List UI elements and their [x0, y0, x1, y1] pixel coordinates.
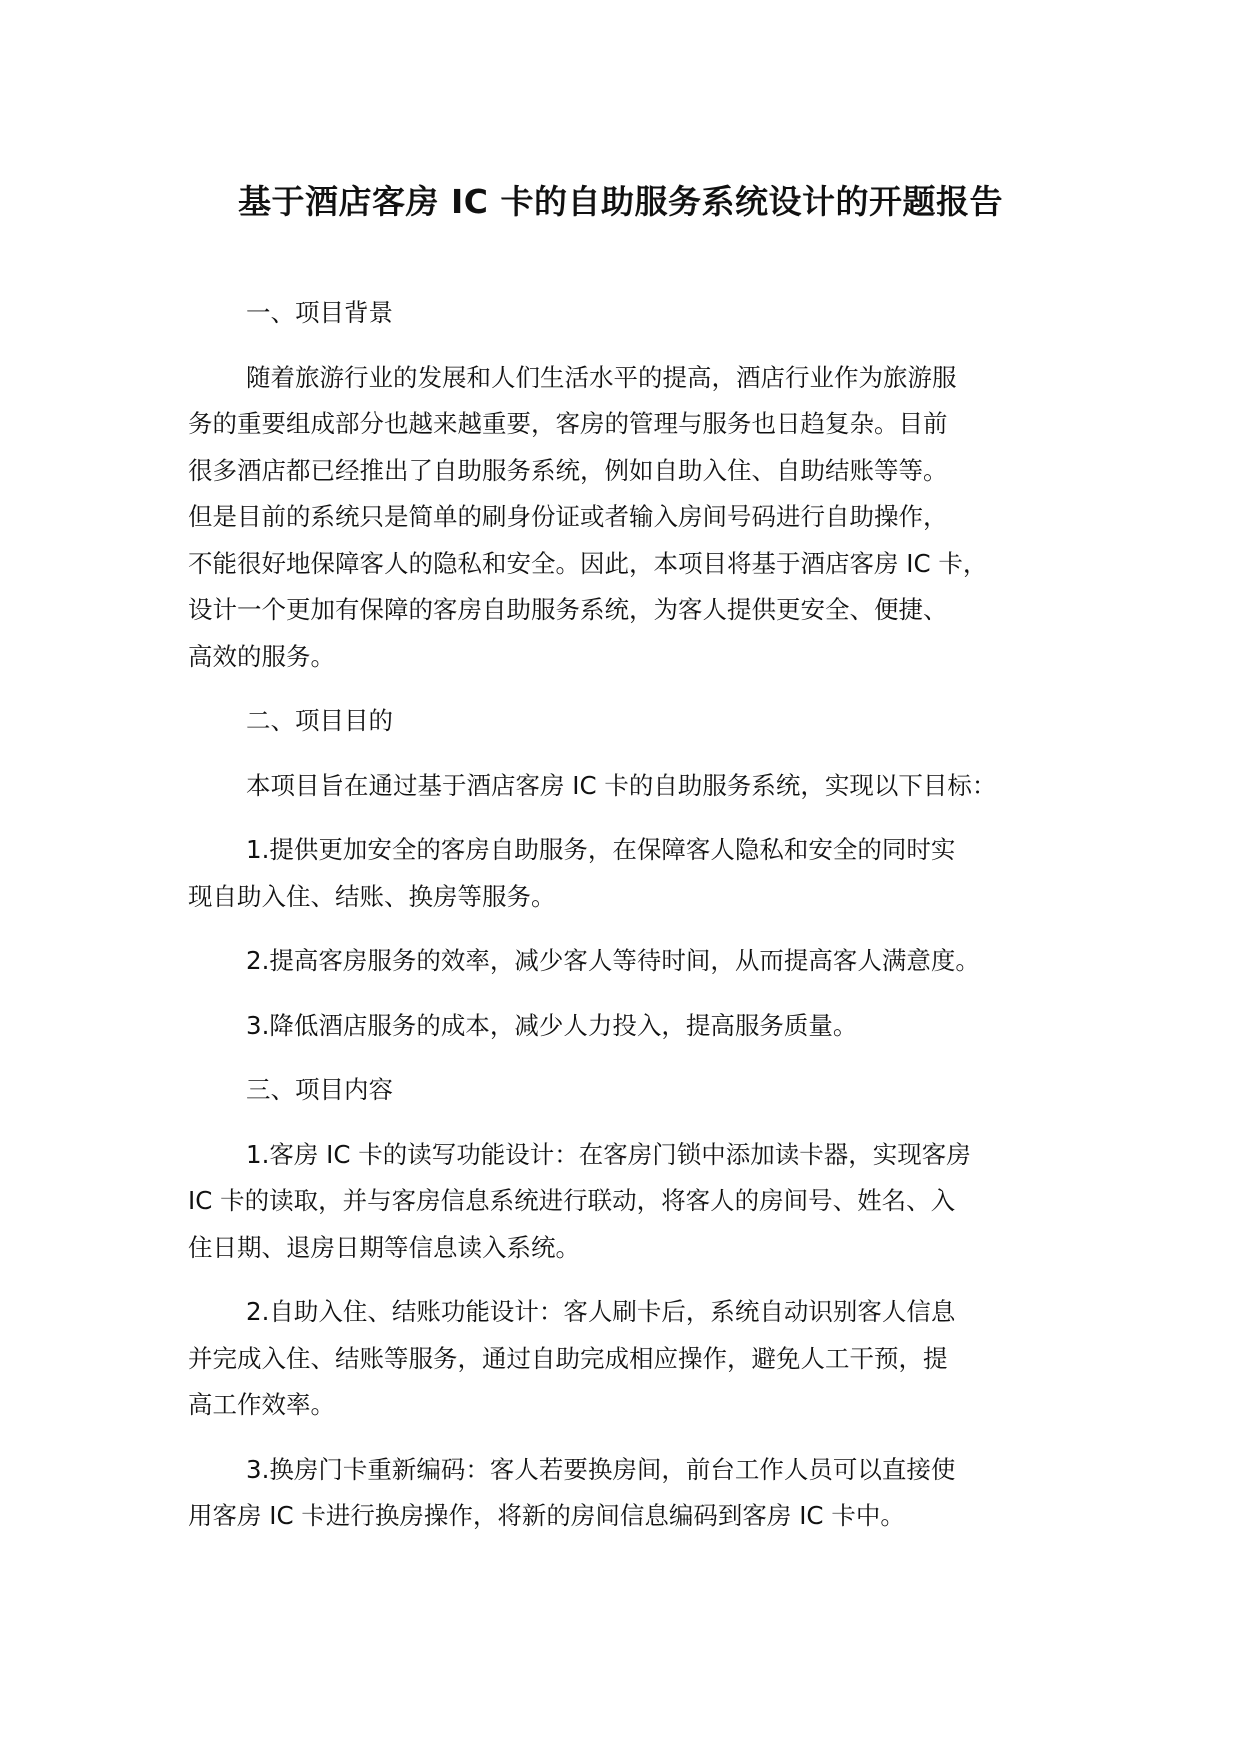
- list-item-goal-3: [188, 1003, 1088, 1050]
- section-heading-content: [188, 1067, 1088, 1114]
- paragraph-line: 高工作效率。: [188, 1390, 335, 1419]
- document-body: [188, 290, 1088, 1558]
- paragraph-line: 高效的服务。: [188, 641, 335, 671]
- paragraph-line: 本项目旨在通过基于酒店客房 IC 卡的自助服务系统，实现以下目标：: [246, 770, 997, 800]
- paragraph-line: IC 卡的读取，并与客房信息系统进行联动，将客人的房间号、姓名、入: [188, 1186, 956, 1215]
- list-item-content-1: [188, 1132, 1088, 1272]
- section-heading-background: [188, 290, 1088, 337]
- paragraph-line: 但是目前的系统只是简单的刷身份证或者输入房间号码进行自助操作，: [188, 502, 948, 531]
- paragraph-line: 并完成入住、结账等服务，通过自助完成相应操作，避免人工干预，提: [188, 1343, 948, 1373]
- paragraph-line: 二、项目目的: [246, 706, 393, 735]
- paragraph-line: 2.自助入住、结账功能设计：客人刷卡后，系统自动识别客人信息: [246, 1297, 956, 1326]
- paragraph-line: 不能很好地保障客人的隐私和安全。因此，本项目将基于酒店客房 IC 卡，: [188, 548, 988, 578]
- list-item-content-3: [188, 1447, 1088, 1540]
- paragraph-line: 住日期、退房日期等信息读入系统。: [188, 1232, 580, 1262]
- paragraph-line: 用客房 IC 卡进行换房操作，将新的房间信息编码到客房 IC 卡中。: [188, 1501, 905, 1530]
- list-item-goal-2: [188, 938, 1088, 985]
- paragraph-line: 设计一个更加有保障的客房自助服务系统，为客人提供更安全、便捷、: [188, 595, 948, 624]
- paragraph-line: 务的重要组成部分也越来越重要，客房的管理与服务也日趋复杂。目前: [188, 409, 948, 438]
- paragraph-line: 3.换房门卡重新编码：客人若要换房间，前台工作人员可以直接使: [246, 1454, 956, 1484]
- document-title: 基于酒店客房 IC 卡的自助服务系统设计的开题报告: [238, 182, 1003, 221]
- paragraph-line: 现自助入住、结账、换房等服务。: [188, 881, 556, 911]
- paragraph-line: 随着旅游行业的发展和人们生活水平的提高，酒店行业作为旅游服: [246, 362, 957, 392]
- paragraph-line: 2.提高客房服务的效率，减少客人等待时间，从而提高客人满意度。: [246, 946, 980, 975]
- paragraph-line: 1.提供更加安全的客房自助服务，在保障客人隐私和安全的同时实: [246, 835, 956, 864]
- list-item-goal-1: [188, 827, 1088, 920]
- paragraph-line: 一、项目背景: [246, 298, 393, 327]
- paragraph-line: 很多酒店都已经推出了自助服务系统，例如自助入住、自助结账等等。: [188, 455, 948, 485]
- paragraph-purpose-intro: [188, 763, 1088, 810]
- paragraph-line: 1.客房 IC 卡的读写功能设计：在客房门锁中添加读卡器，实现客房: [246, 1139, 971, 1169]
- paragraph-line: 三、项目内容: [246, 1075, 393, 1104]
- section-heading-purpose: [188, 698, 1088, 745]
- paragraph-background: [188, 355, 1088, 681]
- paragraph-line: 3.降低酒店服务的成本，减少人力投入，提高服务质量。: [246, 1010, 858, 1040]
- list-item-content-2: [188, 1289, 1088, 1429]
